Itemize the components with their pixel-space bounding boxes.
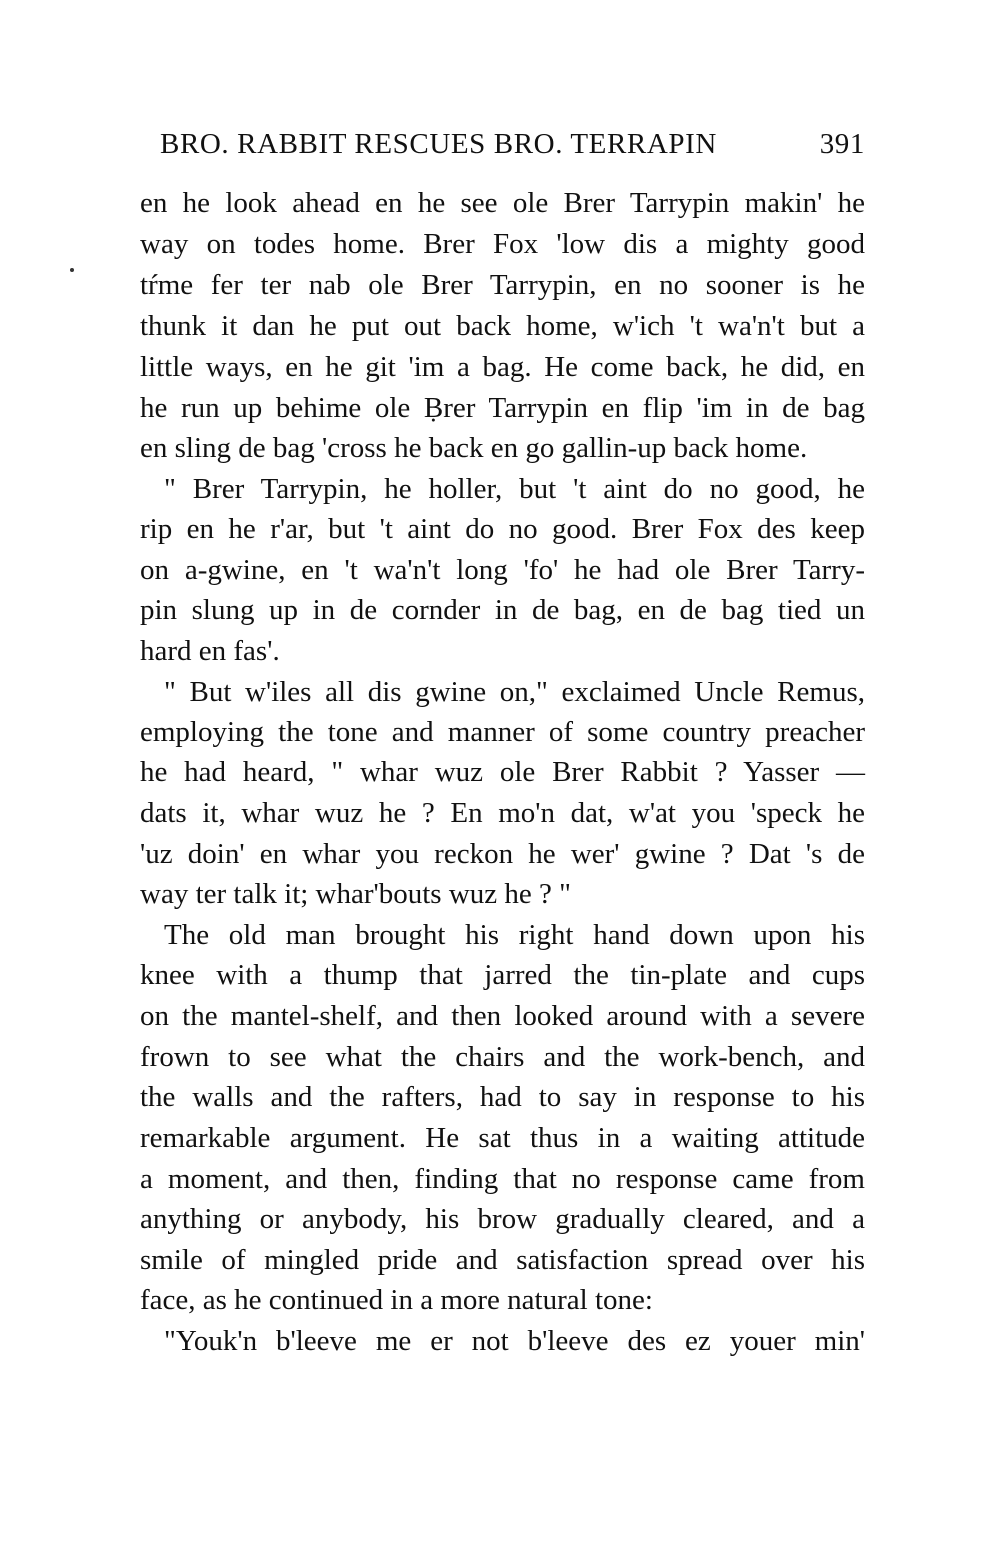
text-line: knee with a thump that jarred the tin-plate and cups: [140, 959, 865, 991]
text-line: tŕme fer ter nab ole Brer Tarrypin, en no sooner is he: [140, 269, 865, 301]
text-line: en he look ahead en he see ole Brer Tarrypin makin' he: [140, 187, 865, 219]
text-line: "Youk'n b'leeve me er not b'leeve des ez youer min': [164, 1325, 865, 1357]
print-speck: [70, 268, 74, 272]
text-line: he had heard, " whar wuz ole Brer Rabbit ? Yasser —: [140, 756, 865, 788]
text-line: thunk it dan he put out back home, w'ich 't wa'n't but a: [140, 310, 865, 342]
text-line: employing the tone and manner of some country preacher: [140, 716, 865, 748]
text-line: en sling de bag 'cross he back en go gallin-up back home.: [140, 432, 808, 464]
text-line: way ter talk it; whar'bouts wuz he ? ": [140, 878, 571, 910]
text-line: a moment, and then, finding that no response came from: [140, 1163, 865, 1195]
text-line: 'uz doin' en whar you reckon he wer' gwine ? Dat 's de: [140, 838, 865, 870]
text-line: he run up behime ole Ḅrer Tarrypin en flip 'im in de bag: [140, 392, 865, 424]
text-line: The old man brought his right hand down upon his: [164, 919, 865, 951]
text-line: pin slung up in de cornder in de bag, en de bag tied un: [140, 594, 865, 626]
page-header: [160, 122, 865, 166]
text-line: on a-gwine, en 't wa'n't long 'fo' he had ole Brer Tarry-: [140, 554, 865, 586]
text-line: way on todes home. Brer Fox 'low dis a mighty good: [140, 228, 865, 260]
text-line: " But w'iles all dis gwine on," exclaimed Uncle Remus,: [164, 676, 865, 708]
running-head: BRO. RABBIT RESCUES BRO. TERRAPIN: [160, 128, 717, 160]
text-line: the walls and the rafters, had to say in response to his: [140, 1081, 865, 1113]
text-line: rip en he r'ar, but 't aint do no good. Brer Fox des keep: [140, 513, 865, 545]
text-line: face, as he continued in a more natural tone:: [140, 1284, 653, 1316]
text-line: anything or anybody, his brow gradually cleared, and a: [140, 1203, 865, 1235]
text-line: little ways, en he git 'im a bag. He come back, he did, en: [140, 351, 865, 383]
text-line: hard en fas'.: [140, 635, 280, 667]
text-line: remarkable argument. He sat thus in a waiting attitude: [140, 1122, 865, 1154]
text-line: smile of mingled pride and satisfaction spread over his: [140, 1244, 865, 1276]
text-line: dats it, whar wuz he ? En mo'n dat, w'at you 'speck he: [140, 797, 865, 829]
text-line: on the mantel-shelf, and then looked around with a severe: [140, 1000, 865, 1032]
page-number: 391: [819, 128, 865, 160]
text-line: " Brer Tarrypin, he holler, but 't aint do no good, he: [164, 473, 865, 505]
text-line: frown to see what the chairs and the work-bench, and: [140, 1041, 865, 1073]
